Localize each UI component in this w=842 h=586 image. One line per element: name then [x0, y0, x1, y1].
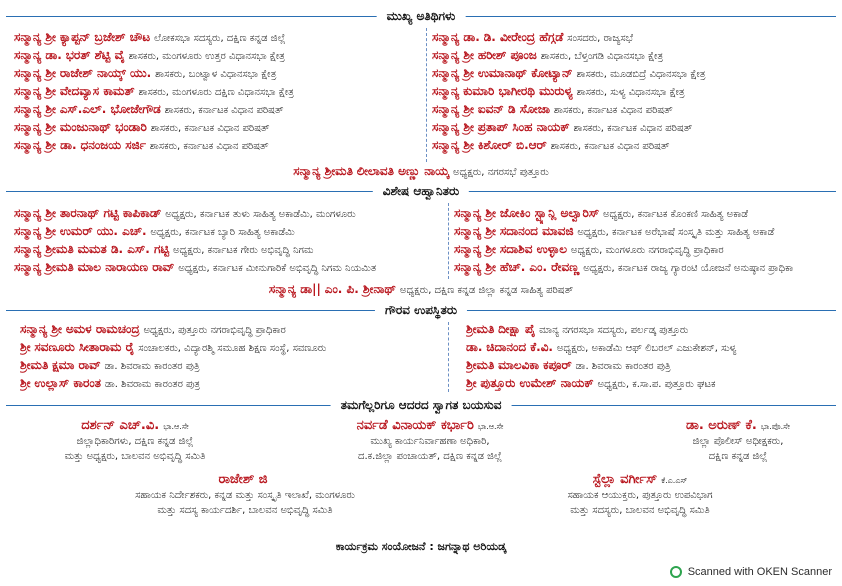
scanner-logo-icon — [670, 566, 682, 578]
guest-row: ಶ್ರೀ ಸವಣೂರು ಸೀತಾರಾಮ ರೈ ಸಂಚಾಲಕರು, ವಿದ್ಯಾರಶ್ಮಿ ಸಮೂಹ ಶಿಕ್ಷಣ ಸಂಸ್ಥೆ, ಸವಣೂರು — [20, 340, 327, 354]
guest-row: ಸನ್ಮಾನ್ಯ ಶ್ರೀಮತಿ ಮಮತ ಡಿ. ಎಸ್. ಗಟ್ಟಿ ಅಧ್ಯಕ್ಷರು, ಕರ್ನಾಟಕ ಗೇರು ಅಭಿವೃದ್ಧಿ ನಿಗಮ — [14, 242, 314, 256]
guest-row: ಸನ್ಮಾನ್ಯ ಶ್ರೀ ಸದಾಶಿವ ಉಳ್ಳಾಲ ಅಧ್ಯಕ್ಷರು, ಮಂಗಳೂರು ನಗರಾಭಿವೃದ್ಧಿ ಪ್ರಾಧಿಕಾರ — [454, 242, 724, 256]
host-block: ದರ್ಶನ್ ಎಚ್.ವಿ. ಭಾ.ಆ.ಸೇ ಜಿಲ್ಲಾಧಿಕಾರಿಗಳು, ದಕ್ಷಿಣ ಕನ್ನಡ ಜಿಲ್ಲೆ ಮತ್ತು ಅಧ್ಯಕ್ಷರು, ಬಾಲವನ ಅಭಿವೃದ್ಧಿ ಸಮಿತಿ — [64, 418, 206, 462]
guest-row: ಸನ್ಮಾನ್ಯ ಡಾ. ಡಿ. ವೀರೇಂದ್ರ ಹೆಗ್ಗಡೆ ಸಂಸದರು, ರಾಜ್ಯಸಭೆ — [432, 30, 633, 44]
guest-row-center: ಸನ್ಮಾನ್ಯ ಶ್ರೀಮತಿ ಲೀಲಾವತಿ ಅಣ್ಣು ನಾಯ್ಕ ಅಧ್ಯಕ್ಷರು, ನಗರಸಭೆ ಪುತ್ತೂರು — [293, 164, 549, 178]
host-block: ರಾಜೇಶ್ ಜಿ ಸಹಾಯಕ ನಿರ್ದೇಶಕರು, ಕನ್ನಡ ಮತ್ತು ಸಂಸ್ಕೃತಿ ಇಲಾಖೆ, ಮಂಗಳೂರು ಮತ್ತು ಸದಸ್ಯ ಕಾರ್ಯದರ್ಶಿ, ಬಾಲವನ ಅಭಿವೃದ್ಧಿ ಸಮಿತಿ — [135, 472, 355, 516]
guest-row: ಶ್ರೀಮತಿ ಕ್ಷಮಾ ರಾವ್ ಡಾ. ಶಿವರಾಮ ಕಾರಂತರ ಪುತ್ರಿ — [20, 358, 200, 372]
guest-row-center: ಸನ್ಮಾನ್ಯ ಡಾ|| ಎಂ. ಪಿ. ಶ್ರೀನಾಥ್ ಅಧ್ಯಕ್ಷರು, ದಕ್ಷಿಣ ಕನ್ನಡ ಜಿಲ್ಲಾ ಕನ್ನಡ ಸಾಹಿತ್ಯ ಪರಿಷತ್ — [268, 282, 574, 296]
guest-row: ಸನ್ಮಾನ್ಯ ಡಾ. ಭರತ್ ಶೆಟ್ಟಿ ವೈ ಶಾಸಕರು, ಮಂಗಳೂರು ಉತ್ತರ ವಿಧಾನಸಭಾ ಕ್ಷೇತ್ರ — [14, 48, 285, 62]
guest-row: ಸನ್ಮಾನ್ಯ ಶ್ರೀ ಸದಾನಂದ ಮಾವಜಿ ಅಧ್ಯಕ್ಷರು, ಕರ್ನಾಟಕ ಅರೆಭಾಷೆ ಸಂಸ್ಕೃತಿ ಮತ್ತು ಸಾಹಿತ್ಯ ಅಕಾಡೆ — [454, 224, 775, 238]
section-title: ಮುಖ್ಯ ಅತಿಥಿಗಳು — [377, 8, 466, 24]
coordinator-line: ಕಾರ್ಯಕ್ರಮ ಸಂಯೋಜನೆ : ಜಗನ್ನಾಥ ಅರಿಯಡ್ಕ — [335, 540, 507, 553]
guest-row: ಸನ್ಮಾನ್ಯ ಶ್ರೀ ರಾಜೇಶ್ ನಾಯ್ಕ್ ಯು. ಶಾಸಕರು, ಬಂಟ್ವಾಳ ವಿಧಾನಸಭಾ ಕ್ಷೇತ್ರ — [14, 66, 277, 80]
guest-row: ಸನ್ಮಾನ್ಯ ಶ್ರೀ ಜೋಕಿಂ ಸ್ಟ್ಯಾನ್ಲಿ ಅಲ್ವಾರಿಸ್ ಅಧ್ಯಕ್ಷರು, ಕರ್ನಾಟಕ ಕೊಂಕಣಿ ಸಾಹಿತ್ಯ ಅಕಾಡೆ — [454, 206, 749, 220]
section-title: ತಮಗೆಲ್ಲರಿಗೂ ಆದರದ ಸ್ವಾಗತ ಬಯಸುವ — [331, 397, 512, 413]
guest-row: ಸನ್ಮಾನ್ಯ ಶ್ರೀ ತಾರನಾಥ್ ಗಟ್ಟಿ ಕಾಪಿಕಾಡ್ ಅಧ್ಯಕ್ಷರು, ಕರ್ನಾಟಕ ತುಳು ಸಾಹಿತ್ಯ ಅಕಾಡೆಮಿ, ಮಂಗಳೂರು — [14, 206, 356, 220]
guest-row: ಶ್ರೀಮತಿ ಮಾಲವಿಕಾ ಕಪೂರ್ ಡಾ. ಶಿವರಾಮ ಕಾರಂತರ ಪುತ್ರಿ — [466, 358, 671, 372]
guest-row: ಸನ್ಮಾನ್ಯ ಶ್ರೀ ಹೆಚ್. ಎಂ. ರೇವಣ್ಣ ಅಧ್ಯಕ್ಷರು, ಕರ್ನಾಟಕ ರಾಜ್ಯ ಗ್ಯಾರಂಟಿ ಯೋಜನೆ ಅನುಷ್ಠಾನ ಪ್ರಾಧಿಕಾ — [454, 260, 794, 274]
guest-row: ಸನ್ಮಾನ್ಯ ಕುಮಾರಿ ಭಾಗೀರಥಿ ಮುರುಳ್ಯ ಶಾಸಕರು, ಸುಳ್ಯ ವಿಧಾನಸಭಾ ಕ್ಷೇತ್ರ — [432, 84, 685, 98]
guest-row: ಸನ್ಮಾನ್ಯ ಶ್ರೀ ಹರೀಶ್ ಪೂಂಜ ಶಾಸಕರು, ಬೆಳ್ತಂಗಡಿ ವಿಧಾನಸಭಾ ಕ್ಷೇತ್ರ — [432, 48, 664, 62]
column-divider — [448, 322, 449, 392]
guest-row: ಸನ್ಮಾನ್ಯ ಶ್ರೀ ಮಂಜುನಾಥ್ ಭಂಡಾರಿ ಶಾಸಕರು, ಕರ್ನಾಟಕ ವಿಧಾನ ಪರಿಷತ್ — [14, 120, 270, 134]
guest-row: ಸನ್ಮಾನ್ಯ ಶ್ರೀ ಉಮರ್ ಯು. ಎಚ್. ಅಧ್ಯಕ್ಷರು, ಕರ್ನಾಟಕ ಬ್ಯಾರಿ ಸಾಹಿತ್ಯ ಅಕಾಡೆಮಿ — [14, 224, 295, 238]
section-header-special-invitees — [6, 183, 836, 199]
guest-row: ಡಾ. ಚಿದಾನಂದ ಕೆ.ವಿ. ಅಧ್ಯಕ್ಷರು, ಅಕಾಡೆಮಿ ಆಫ್ ಲಿಬರಲ್ ಎಜುಕೇಶನ್, ಸುಳ್ಯ — [466, 340, 737, 354]
scanner-watermark — [670, 566, 832, 578]
scanner-label: Scanned with OKEN Scanner — [687, 566, 832, 578]
host-block: ಸ್ಟೆಲ್ಲಾ ವರ್ಗೀಸ್ ಕೆ.ಎ.ಎಸ್ ಸಹಾಯಕ ಆಯುಕ್ತರು, ಪುತ್ತೂರು ಉಪವಿಭಾಗ ಮತ್ತು ಸದಸ್ಯರು, ಬಾಲವನ ಅಭಿವೃದ್ಧಿ ಸಮಿತಿ — [567, 472, 713, 516]
column-divider — [448, 203, 449, 279]
guest-row: ಸನ್ಮಾನ್ಯ ಶ್ರೀ ಅಮಳ ರಾಮಚಂದ್ರ ಅಧ್ಯಕ್ಷರು, ಪುತ್ತೂರು ನಗರಾಭಿವೃದ್ಧಿ ಪ್ರಾಧಿಕಾರ — [20, 322, 286, 336]
guest-row: ಶ್ರೀ ಪುತ್ತೂರು ಉಮೇಶ್ ನಾಯಕ್ ಅಧ್ಯಕ್ಷರು, ಕ.ಸಾ.ಪ. ಪುತ್ತೂರು ಘಟಕ — [466, 376, 716, 390]
guest-row: ಸನ್ಮಾನ್ಯ ಶ್ರೀ ಉಮಾನಾಥ್ ಕೋಟ್ಯಾನ್ ಶಾಸಕರು, ಮೂಡಬಿದ್ರೆ ವಿಧಾನಸಭಾ ಕ್ಷೇತ್ರ — [432, 66, 706, 80]
guest-row: ಸನ್ಮಾನ್ಯ ಶ್ರೀ ಡಾ. ಧನಂಜಯ ಸರ್ಜಿ ಶಾಸಕರು, ಕರ್ನಾಟಕ ವಿಧಾನ ಪರಿಷತ್ — [14, 138, 269, 152]
guest-row: ಸನ್ಮಾನ್ಯ ಶ್ರೀ ಐವನ್ ಡಿ ಸೋಜಾ ಶಾಸಕರು, ಕರ್ನಾಟಕ ವಿಧಾನ ಪರಿಷತ್ — [432, 102, 673, 116]
column-divider — [426, 28, 427, 162]
section-header-chief-guests — [6, 8, 836, 24]
guest-row: ಶ್ರೀ ಉಲ್ಲಾಸ್ ಕಾರಂತ ಡಾ. ಶಿವರಾಮ ಕಾರಂತರ ಪುತ್ರ — [20, 376, 200, 390]
guest-row: ಸನ್ಮಾನ್ಯ ಶ್ರೀ ವೇದವ್ಯಾಸ ಕಾಮತ್ ಶಾಸಕರು, ಮಂಗಳೂರು ದಕ್ಷಿಣ ವಿಧಾನಸಭಾ ಕ್ಷೇತ್ರ — [14, 84, 294, 98]
section-header-honorable-presence — [6, 302, 836, 318]
guest-row: ಶ್ರೀಮತಿ ದೀಕ್ಷಾ ಪೈ ಮಾನ್ಯ ನಗರಸಭಾ ಸದಸ್ಯರು, ಪರ್ಲಡ್ಕ ಪುತ್ತೂರು — [466, 322, 689, 336]
guest-row: ಸನ್ಮಾನ್ಯ ಶ್ರೀಮತಿ ಮಾಲ ನಾರಾಯಣ ರಾವ್ ಅಧ್ಯಕ್ಷರು, ಕರ್ನಾಟಕ ಮೀನುಗಾರಿಕೆ ಅಭಿವೃದ್ಧಿ ನಿಗಮ ನಿಯಮಿತ — [14, 260, 377, 274]
host-block: ಡಾ. ಅರುಣ್ ಕೆ. ಭಾ.ಪೊ.ಸೇ ಜಿಲ್ಲಾ ಪೊಲೀಸ್ ಅಧೀಕ್ಷಕರು, ದಕ್ಷಿಣ ಕನ್ನಡ ಜಿಲ್ಲೆ — [685, 418, 791, 462]
guest-row: ಸನ್ಮಾನ್ಯ ಶ್ರೀ ಕಿಶೋರ್ ಬಿ.ಆರ್ ಶಾಸಕರು, ಕರ್ನಾಟಕ ವಿಧಾನ ಪರಿಷತ್ — [432, 138, 670, 152]
host-block: ನರ್ವಡೆ ವಿನಾಯಕ್ ಕರ್ಭಾರಿ ಭಾ.ಆ.ಸೇ ಮುಖ್ಯ ಕಾರ್ಯನಿರ್ವಾಹಣಾ ಅಧಿಕಾರಿ, ದ.ಕ.ಜಿಲ್ಲಾ ಪಂಚಾಯತ್, ದಕ್ಷಿಣ ಕನ್ನಡ ಜಿಲ್ಲೆ — [356, 418, 504, 462]
section-title: ಗೌರವ ಉಪಸ್ಥಿತರು — [375, 302, 467, 318]
section-title: ವಿಶೇಷ ಆಹ್ವಾನಿತರು — [373, 183, 469, 199]
section-header-welcome — [6, 397, 836, 413]
guest-row: ಸನ್ಮಾನ್ಯ ಶ್ರೀ ಪ್ರತಾಪ್ ಸಿಂಹ ನಾಯಕ್ ಶಾಸಕರು, ಕರ್ನಾಟಕ ವಿಧಾನ ಪರಿಷತ್ — [432, 120, 693, 134]
guest-row: ಸನ್ಮಾನ್ಯ ಶ್ರೀ ಕ್ಯಾಪ್ಟನ್ ಬ್ರಜೇಶ್ ಚೌಟ ಲೋಕಸಭಾ ಸದಸ್ಯರು, ದಕ್ಷಿಣ ಕನ್ನಡ ಜಿಲ್ಲೆ — [14, 30, 286, 44]
guest-row: ಸನ್ಮಾನ್ಯ ಶ್ರೀ ಎಸ್.ಎಲ್. ಭೋಜೇಗೌಡ ಶಾಸಕರು, ಕರ್ನಾಟಕ ವಿಧಾನ ಪರಿಷತ್ — [14, 102, 284, 116]
